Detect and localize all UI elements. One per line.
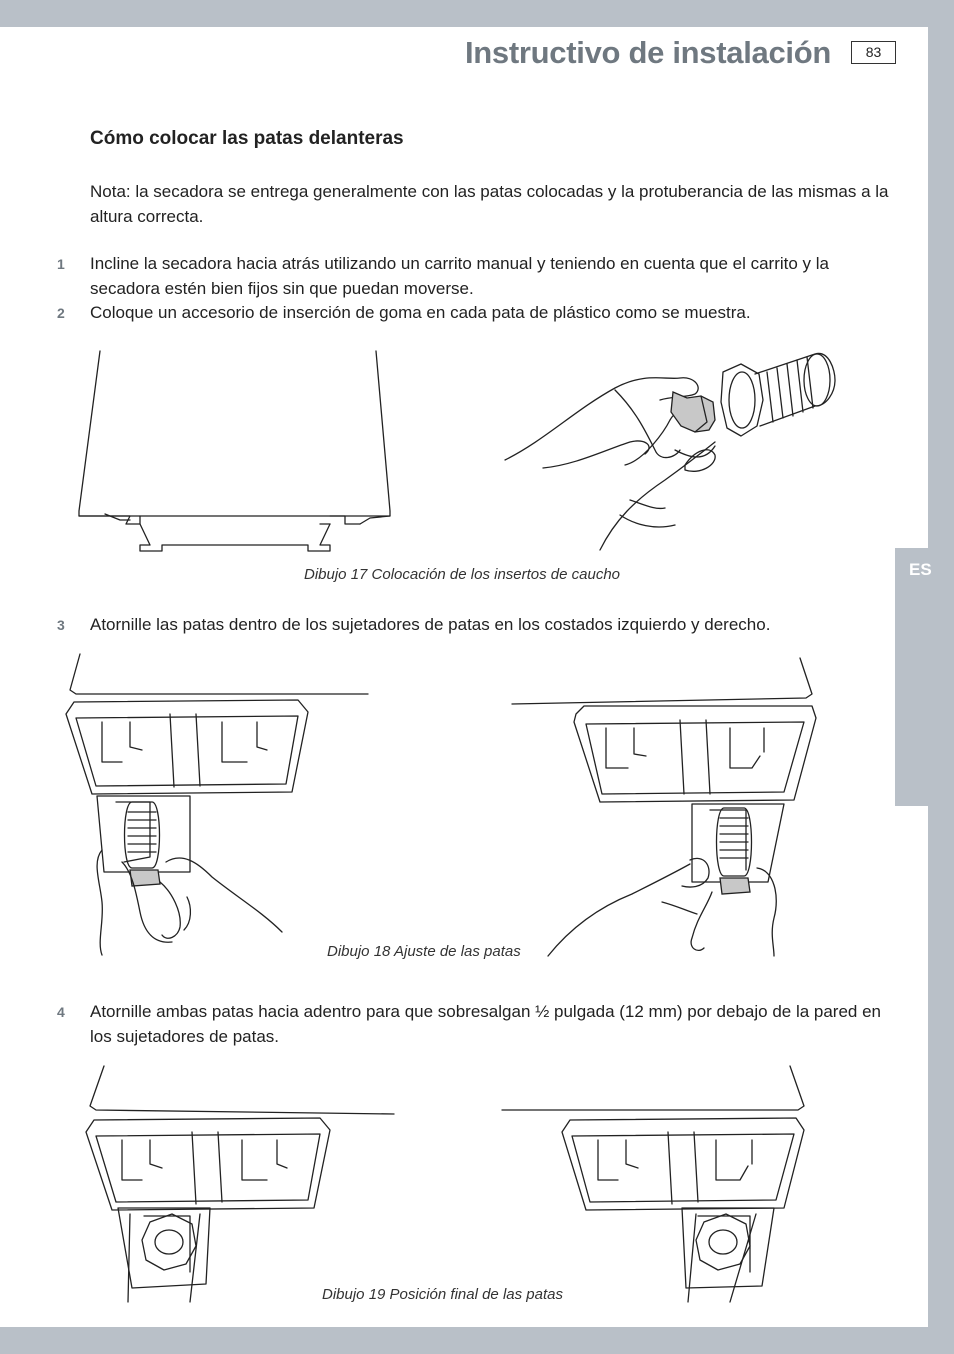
step-2-text: Coloque un accesorio de inserción de goma en cada pata de plástico como se muestra.	[90, 303, 751, 322]
fig17-hand-inserting-rubber-illustration	[505, 350, 845, 550]
step-3-number: 3	[57, 617, 65, 633]
fig17-dryer-bottom-illustration	[70, 348, 400, 558]
figure-18-caption: Dibujo 18 Ajuste de las patas	[327, 943, 521, 960]
figure-17-caption: Dibujo 17 Colocación de los insertos de caucho	[304, 566, 621, 583]
step-1-number: 1	[57, 256, 65, 272]
page-number: 83	[851, 41, 896, 64]
fig19-right-final-leg-illustration	[500, 1064, 820, 1304]
step-2-number: 2	[57, 305, 65, 321]
fig18-left-leg-adjust-illustration	[62, 652, 382, 957]
note-paragraph: Nota: la secadora se entrega generalmente con las patas colocadas y la protuberancia de las mismas a la altura correcta.	[90, 182, 889, 226]
figure-19-caption: Dibujo 19 Posición final de las patas	[322, 1286, 563, 1303]
step-3-text: Atornille las patas dentro de los sujetadores de patas en los costados izquierdo y derecho.	[90, 615, 771, 634]
language-tab-label: ES	[909, 560, 932, 579]
step-4-text: Atornille ambas patas hacia adentro para que sobresalgan ½ pulgada (12 mm) por debajo de la pared en los sujetadores de patas.	[90, 1002, 882, 1046]
page-title: Instructivo de instalación	[464, 35, 831, 70]
step-4-number: 4	[57, 1004, 65, 1020]
section-heading: Cómo colocar las patas delanteras	[90, 128, 404, 149]
fig18-right-leg-adjust-illustration	[512, 656, 822, 956]
language-tab[interactable]	[895, 548, 954, 806]
step-1-text: Incline la secadora hacia atrás utilizando un carrito manual y teniendo en cuenta que el carrito y la secadora estén bien fijos sin que puedan moverse.	[90, 254, 829, 298]
fig19-left-final-leg-illustration	[82, 1064, 402, 1304]
